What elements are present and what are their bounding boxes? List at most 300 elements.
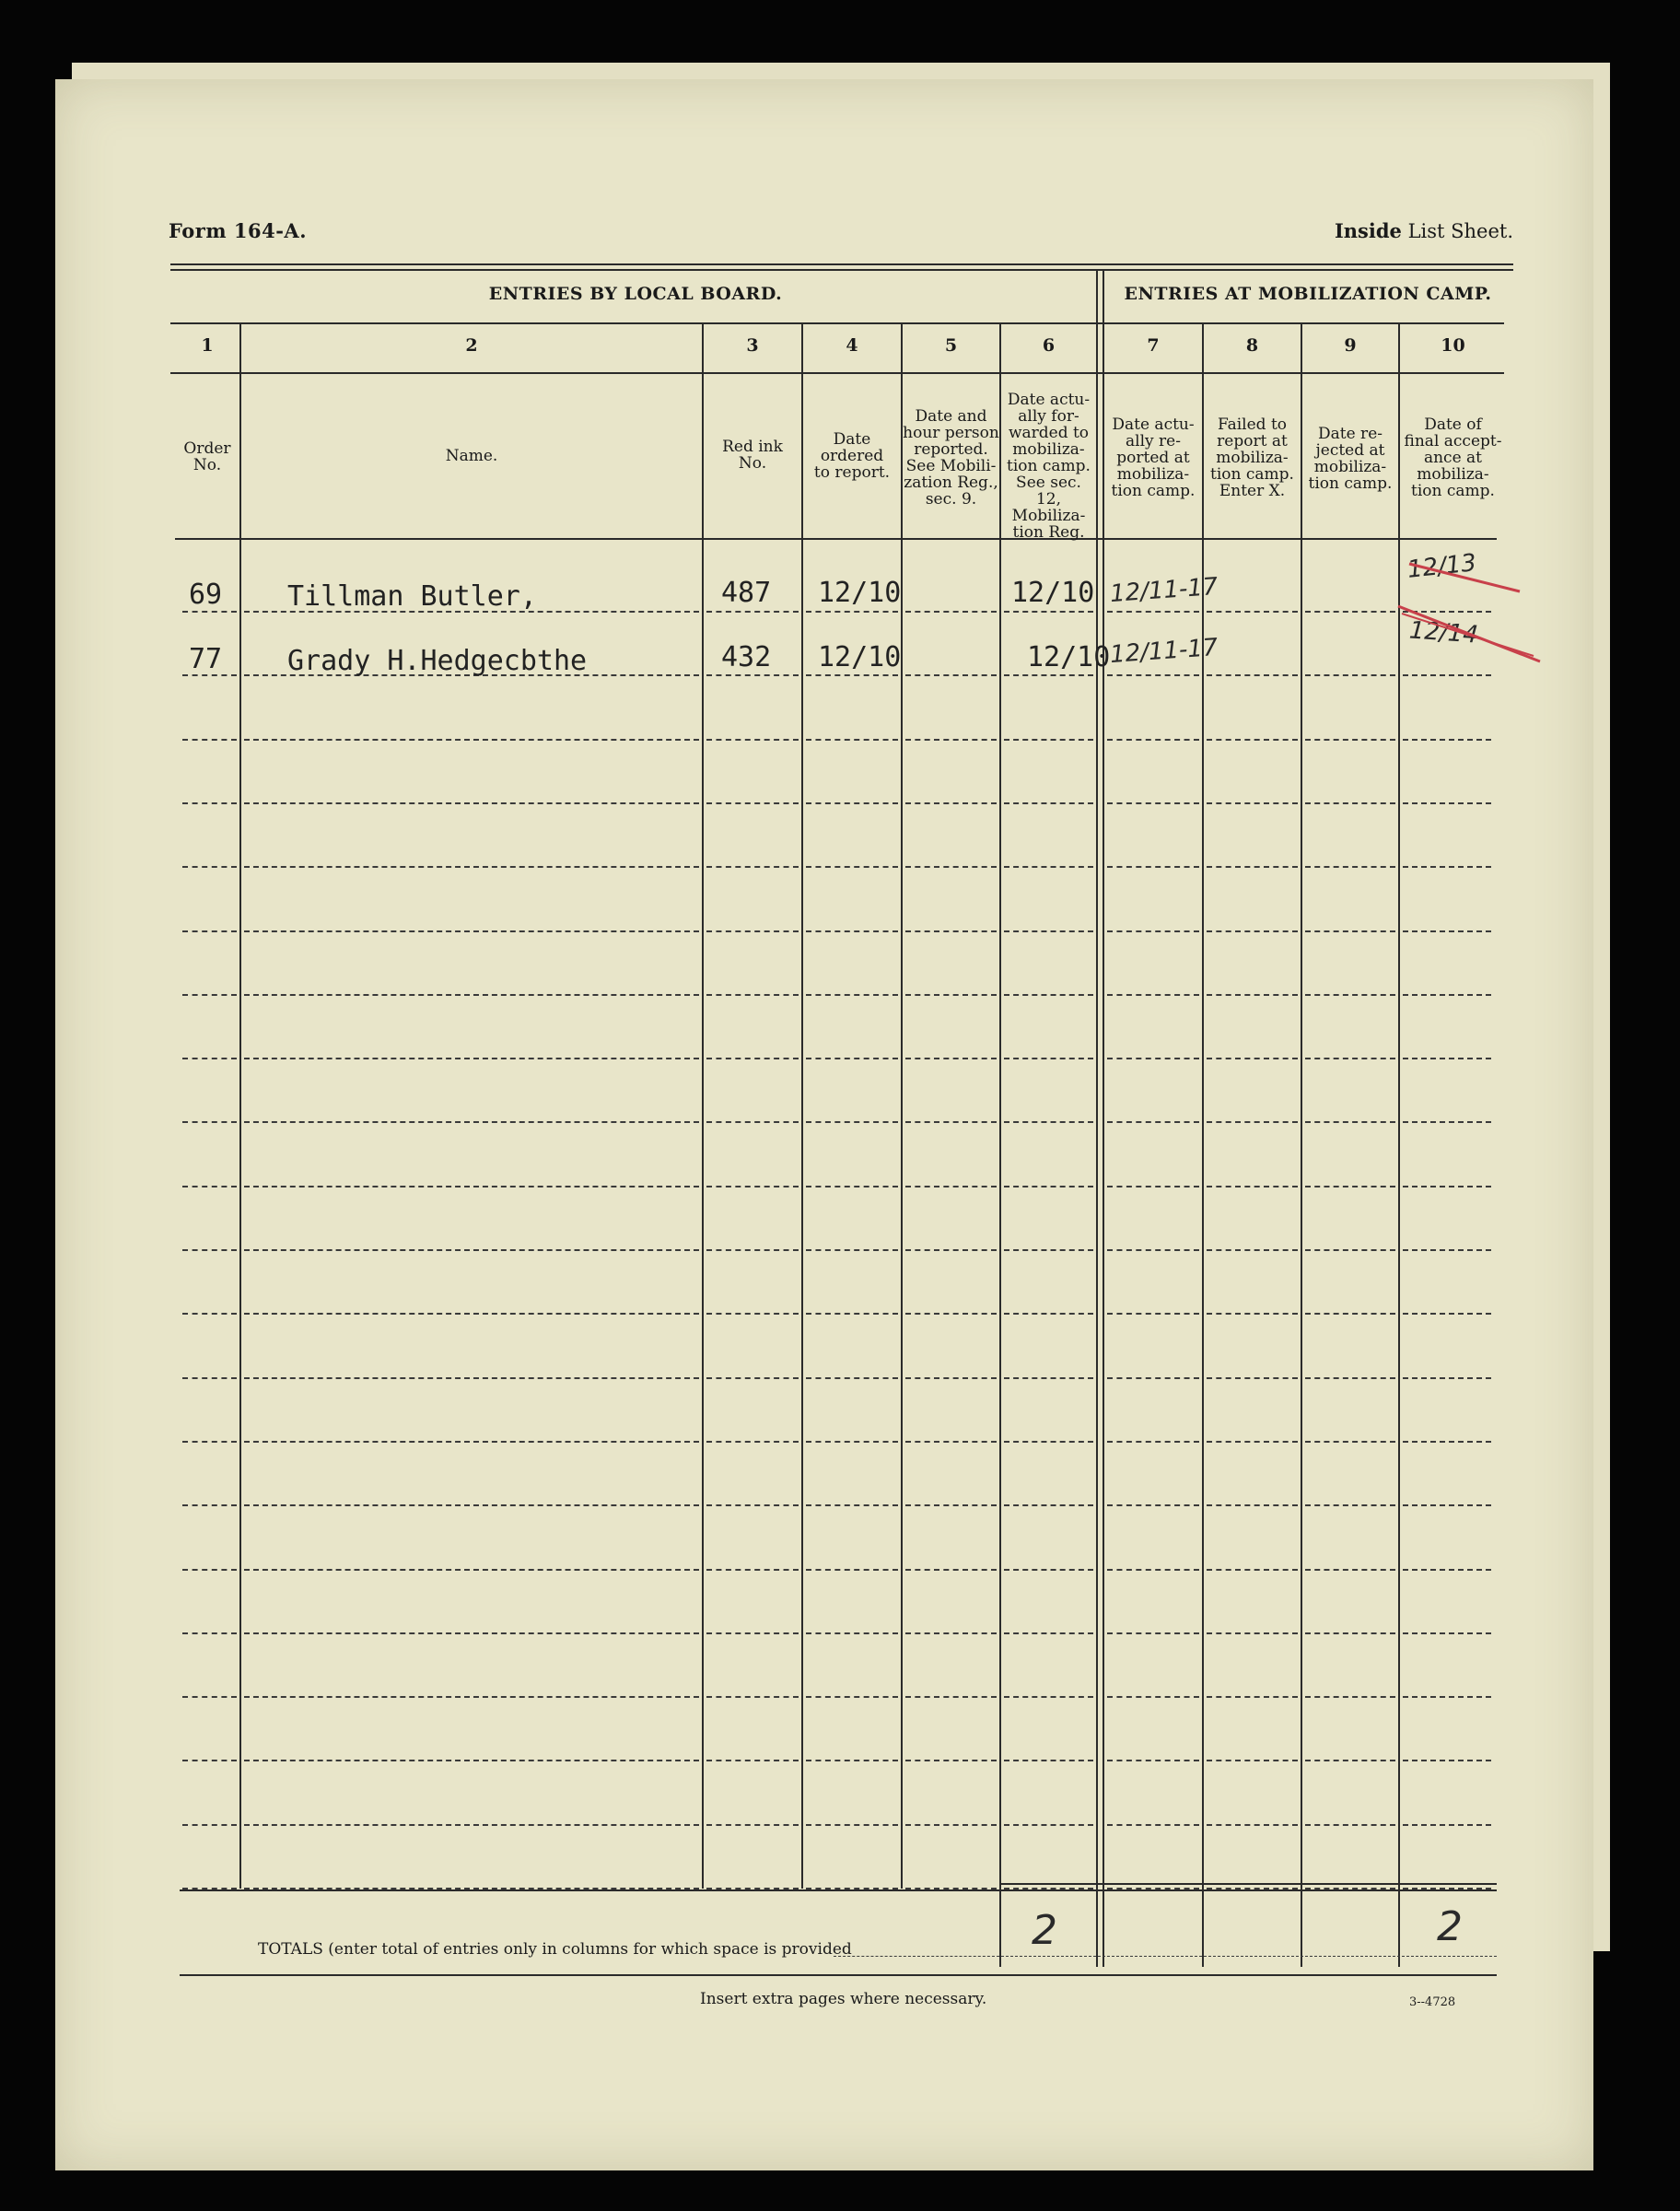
row-rule — [905, 866, 997, 868]
heading-line: warded to — [1008, 424, 1090, 442]
row-rule — [182, 1569, 237, 1571]
row-rule — [244, 1058, 699, 1059]
row-rule — [244, 802, 699, 804]
row-rule — [706, 674, 799, 676]
row-rule — [1107, 866, 1199, 868]
col-number: 2 — [465, 335, 478, 356]
row-rule — [1207, 674, 1298, 676]
red-strike-marks — [1382, 544, 1557, 682]
heading-line: mobiliza- — [1012, 440, 1085, 459]
heading-line: jected at — [1315, 441, 1385, 460]
row-rule — [806, 1504, 898, 1506]
row-rule — [1107, 1760, 1199, 1761]
row-rule — [706, 866, 799, 868]
row-rule — [182, 930, 237, 932]
row-rule — [1207, 1186, 1298, 1187]
row-rule — [1305, 1313, 1395, 1315]
col-heading-failed-to-report — [1204, 416, 1301, 499]
row-rule — [1107, 930, 1199, 932]
totals-label: TOTALS (enter total of entries only in columns for which space is provided — [258, 1940, 852, 1959]
row-rule — [1107, 802, 1199, 804]
heading-line: tion camp. — [1308, 474, 1393, 493]
col-divider — [239, 322, 241, 1889]
row-rule — [244, 1760, 699, 1761]
row-rule — [1207, 611, 1298, 613]
row-rule — [1305, 1632, 1395, 1634]
heading-line: Date of — [1424, 415, 1482, 434]
row-rule — [905, 1313, 997, 1315]
col-number: 7 — [1147, 335, 1160, 356]
heading-line: to report. — [813, 463, 891, 482]
sheet-type — [1335, 219, 1513, 242]
col-heading-final-acceptance — [1400, 416, 1506, 499]
totals-col10: 2 — [1437, 1903, 1463, 1950]
row-rule — [905, 611, 997, 613]
section-divider — [1096, 269, 1098, 1967]
row-rule — [806, 866, 898, 868]
red-strike-line — [1398, 606, 1540, 661]
row-rule — [706, 1058, 799, 1059]
row-rule — [1403, 1441, 1491, 1443]
heading-line: Name. — [445, 447, 498, 465]
row-rule — [1403, 1058, 1491, 1059]
row-rule — [706, 611, 799, 613]
row-rule — [1004, 1696, 1093, 1698]
top-rule — [170, 263, 1513, 265]
row-rule — [1403, 1186, 1491, 1187]
row-rule — [244, 1377, 699, 1379]
row-rule — [1004, 1569, 1093, 1571]
col-number: 10 — [1441, 335, 1465, 356]
form-sheet — [55, 79, 1593, 2170]
row-rule — [1403, 1121, 1491, 1123]
col-number: 4 — [846, 335, 858, 356]
row-rule — [1403, 1377, 1491, 1379]
row-rule — [1305, 1186, 1395, 1187]
row-rule — [182, 1377, 237, 1379]
row-rule — [1004, 611, 1093, 613]
entry-final-acceptance: 12/14 — [1408, 616, 1479, 649]
entry-date-forwarded: 12/10 — [1011, 577, 1095, 609]
row-rule — [706, 994, 799, 996]
row-rule — [1107, 1696, 1199, 1698]
row-rule — [244, 1313, 699, 1315]
heading-line: final accept- — [1404, 432, 1502, 450]
row-rule — [182, 1441, 237, 1443]
row-rule — [244, 1632, 699, 1634]
row-rule — [1403, 1760, 1491, 1761]
heading-line: See sec. 12, — [1016, 474, 1081, 509]
row-rule — [182, 1121, 237, 1123]
totals-top-rule-right-2 — [999, 1889, 1497, 1891]
row-rule — [244, 739, 699, 741]
row-rule — [706, 1186, 799, 1187]
row-rule — [905, 930, 997, 932]
heading-line: report at — [1217, 432, 1288, 450]
col-heading-date-reported-camp — [1104, 416, 1202, 499]
row-rule — [905, 1696, 997, 1698]
col-number: 9 — [1344, 335, 1357, 356]
row-rule — [1207, 1313, 1298, 1315]
row-rule — [1403, 1824, 1491, 1826]
row-rule — [1305, 1504, 1395, 1506]
sheet-type-rest: List Sheet. — [1407, 220, 1513, 242]
row-rule — [1004, 1058, 1093, 1059]
row-rule — [1004, 1760, 1093, 1761]
row-rule — [1107, 611, 1199, 613]
row-rule — [182, 739, 237, 741]
heading-line: tion camp. — [1111, 482, 1196, 500]
row-rule — [806, 1377, 898, 1379]
col-heading-date-rejected — [1302, 426, 1398, 492]
row-rule — [1107, 1121, 1199, 1123]
heading-line: Date actu- — [1112, 415, 1195, 434]
row-rule — [706, 802, 799, 804]
row-rule — [806, 1186, 898, 1187]
row-rule — [1107, 1058, 1199, 1059]
col-divider — [1202, 322, 1204, 1967]
row-rule — [182, 866, 237, 868]
row-rule — [905, 1121, 997, 1123]
row-rule — [905, 1441, 997, 1443]
row-rule — [706, 1249, 799, 1251]
row-rule — [1207, 1569, 1298, 1571]
row-rule — [1107, 1441, 1199, 1443]
row-rule — [244, 1186, 699, 1187]
footer-note: Insert extra pages where necessary. — [700, 1990, 987, 2008]
row-rule — [1403, 739, 1491, 741]
totals-leader — [834, 1956, 999, 1957]
top-rule-2 — [170, 269, 1513, 271]
heading-line: Enter X. — [1219, 482, 1286, 500]
row-rule — [182, 1824, 237, 1826]
col-divider — [702, 322, 704, 1889]
row-rule — [1107, 1569, 1199, 1571]
row-rule — [1403, 1313, 1491, 1315]
row-rule — [1207, 1760, 1298, 1761]
row-rule — [1107, 739, 1199, 741]
row-rule — [1403, 1696, 1491, 1698]
row-rule — [1207, 1824, 1298, 1826]
row-rule — [905, 1249, 997, 1251]
row-rule — [806, 1696, 898, 1698]
row-rule — [1207, 739, 1298, 741]
row-rule — [1305, 1569, 1395, 1571]
row-rule — [706, 930, 799, 932]
row-rule — [1004, 1313, 1093, 1315]
row-rule — [244, 1504, 699, 1506]
row-rule — [1305, 866, 1395, 868]
col-divider — [801, 322, 803, 1889]
totals-top-rule — [180, 1889, 999, 1891]
row-rule — [806, 1569, 898, 1571]
row-rule — [706, 1377, 799, 1379]
row-rule — [905, 1760, 997, 1761]
row-rule — [244, 1441, 699, 1443]
heading-line: mobiliza- — [1216, 449, 1289, 467]
row-rule — [1207, 802, 1298, 804]
heading-rule — [175, 538, 1497, 540]
entry-red-ink-no: 487 — [721, 577, 772, 609]
row-rule — [1403, 802, 1491, 804]
heading-line: No. — [192, 456, 222, 474]
row-rule — [1107, 1186, 1199, 1187]
row-rule — [1107, 674, 1199, 676]
heading-line: mobiliza- — [1417, 465, 1489, 484]
heading-line: Failed to — [1217, 415, 1288, 434]
row-rule — [1403, 866, 1491, 868]
row-rule — [806, 1441, 898, 1443]
row-rule — [905, 1058, 997, 1059]
row-rule — [1004, 1632, 1093, 1634]
totals-bottom-rule — [180, 1974, 1497, 1976]
section-rule — [170, 322, 1504, 324]
row-rule — [706, 1632, 799, 1634]
red-strike-line — [1402, 614, 1534, 656]
row-rule — [1004, 1377, 1093, 1379]
heading-line: Order — [183, 439, 231, 458]
row-rule — [1107, 1249, 1199, 1251]
row-rule — [1107, 1504, 1199, 1506]
print-code: 3--4728 — [1409, 1995, 1456, 2009]
heading-line: ally for- — [1018, 407, 1079, 426]
row-rule — [1207, 1249, 1298, 1251]
row-rule — [1403, 1632, 1491, 1634]
row-rule — [905, 1632, 997, 1634]
heading-line: Date and — [915, 407, 987, 426]
row-rule — [182, 1696, 237, 1698]
row-rule — [1403, 930, 1491, 932]
col-heading-order-no — [175, 440, 239, 474]
row-rule — [905, 1186, 997, 1187]
row-rule — [1004, 1441, 1093, 1443]
col-divider — [999, 322, 1001, 1967]
row-rule — [806, 1313, 898, 1315]
row-rule — [244, 1696, 699, 1698]
row-rule — [706, 1760, 799, 1761]
row-rule — [1207, 1441, 1298, 1443]
row-rule — [182, 1632, 237, 1634]
row-rule — [806, 1632, 898, 1634]
row-rule — [1305, 1441, 1395, 1443]
row-rule — [1004, 1504, 1093, 1506]
section-divider — [1102, 269, 1104, 1967]
row-rule — [1107, 1313, 1199, 1315]
row-rule — [244, 1249, 699, 1251]
col-number: 5 — [944, 335, 958, 356]
row-rule — [905, 1824, 997, 1826]
form-number: Form 164-A. — [169, 219, 308, 242]
row-rule — [1207, 994, 1298, 996]
row-rule — [244, 866, 699, 868]
row-rule — [1207, 1058, 1298, 1059]
row-rule — [706, 1696, 799, 1698]
row-rule — [244, 994, 699, 996]
row-rule — [1403, 1504, 1491, 1506]
row-rule — [905, 674, 997, 676]
col-heading-name — [241, 448, 702, 464]
row-rule — [905, 1377, 997, 1379]
row-rule — [1107, 1824, 1199, 1826]
row-rule — [905, 1569, 997, 1571]
entry-order-no: 77 — [189, 643, 223, 675]
col-number: 3 — [746, 335, 759, 356]
col-divider — [901, 322, 903, 1889]
row-rule — [1403, 1569, 1491, 1571]
heading-line: mobiliza- — [1116, 465, 1190, 484]
row-rule — [182, 611, 237, 613]
heading-line: ally re- — [1126, 432, 1181, 450]
row-rule — [1004, 866, 1093, 868]
row-rule — [1403, 1249, 1491, 1251]
row-rule — [1207, 866, 1298, 868]
heading-line: tion camp. — [1411, 482, 1495, 500]
entry-name: Tillman Butler, — [287, 580, 537, 613]
row-rule — [1305, 739, 1395, 741]
entry-name: Grady H.Hedgecbthe — [287, 645, 588, 677]
row-rule — [1004, 930, 1093, 932]
heading-line: ance at — [1423, 449, 1483, 467]
row-rule — [182, 1249, 237, 1251]
row-rule — [182, 1058, 237, 1059]
row-rule — [1207, 1377, 1298, 1379]
heading-line: Date re- — [1318, 425, 1382, 443]
heading-line: sec. 9. — [925, 490, 977, 509]
row-rule — [1305, 1760, 1395, 1761]
entry-red-ink-no: 432 — [721, 641, 772, 673]
heading-line: Date — [833, 430, 871, 449]
totals-col6: 2 — [1032, 1907, 1057, 1954]
heading-line: No. — [738, 454, 767, 473]
heading-line: Date actu- — [1007, 391, 1091, 409]
row-rule — [1305, 994, 1395, 996]
heading-line: ordered — [820, 447, 884, 465]
row-rule — [706, 1121, 799, 1123]
row-rule — [905, 739, 997, 741]
entry-date-forwarded: 12/10 — [1027, 641, 1111, 673]
totals-entry-line — [1001, 1956, 1497, 1957]
col-heading-date-ordered — [803, 431, 901, 481]
col-heading-date-forwarded — [1001, 392, 1096, 541]
section-local-board: ENTRIES BY LOCAL BOARD. — [488, 284, 783, 304]
col-number: 1 — [201, 335, 214, 356]
row-rule — [1107, 1632, 1199, 1634]
row-rule — [806, 1249, 898, 1251]
row-rule — [1004, 1186, 1093, 1187]
row-rule — [182, 1313, 237, 1315]
row-rule — [182, 994, 237, 996]
row-rule — [706, 739, 799, 741]
row-rule — [806, 611, 898, 613]
heading-line: mobiliza- — [1313, 458, 1387, 476]
row-rule — [1004, 1824, 1093, 1826]
row-rule — [1305, 1058, 1395, 1059]
entry-date-ordered: 12/10 — [818, 641, 902, 673]
totals-top-rule-right — [999, 1883, 1497, 1885]
row-rule — [806, 1824, 898, 1826]
row-rule — [244, 1824, 699, 1826]
number-rule — [170, 372, 1504, 374]
row-rule — [806, 739, 898, 741]
row-rule — [806, 1760, 898, 1761]
row-rule — [182, 1760, 237, 1761]
row-rule — [1004, 739, 1093, 741]
section-mobilization-camp: ENTRIES AT MOBILIZATION CAMP. — [1124, 284, 1492, 304]
row-rule — [1305, 1377, 1395, 1379]
heading-line: See Mobili- — [905, 457, 997, 475]
entry-order-no: 69 — [189, 579, 223, 611]
heading-line: hour person — [903, 424, 999, 442]
row-rule — [806, 1058, 898, 1059]
heading-line: ported at — [1116, 449, 1190, 467]
row-rule — [706, 1441, 799, 1443]
row-rule — [1004, 1121, 1093, 1123]
heading-line: Red ink — [722, 438, 783, 456]
heading-line: tion camp. — [1210, 465, 1294, 484]
red-strike-line — [1409, 564, 1520, 591]
row-rule — [1207, 1632, 1298, 1634]
row-rule — [1207, 930, 1298, 932]
row-rule — [905, 1504, 997, 1506]
entry-date-reported-camp: 12/11-17 — [1109, 572, 1219, 609]
col-divider — [1301, 322, 1302, 1967]
heading-line: Mobiliza- — [1011, 507, 1086, 525]
heading-line: zation Reg., — [904, 474, 998, 492]
row-rule — [1207, 1696, 1298, 1698]
row-rule — [806, 674, 898, 676]
row-rule — [244, 1121, 699, 1123]
row-rule — [1207, 1504, 1298, 1506]
heading-line: reported. — [914, 440, 988, 459]
row-rule — [1004, 802, 1093, 804]
entry-date-reported-camp: 12/11-17 — [1109, 633, 1219, 670]
row-rule — [244, 1569, 699, 1571]
row-rule — [1403, 994, 1491, 996]
row-rule — [706, 1504, 799, 1506]
row-rule — [905, 802, 997, 804]
row-rule — [1207, 1121, 1298, 1123]
row-rule — [1305, 1121, 1395, 1123]
col-heading-date-reported — [903, 408, 999, 508]
row-rule — [706, 1824, 799, 1826]
row-rule — [244, 930, 699, 932]
row-rule — [1004, 1249, 1093, 1251]
row-rule — [905, 994, 997, 996]
sheet-type-bold: Inside — [1334, 219, 1402, 242]
row-rule — [1107, 1377, 1199, 1379]
row-rule — [1305, 1249, 1395, 1251]
row-rule — [182, 1186, 237, 1187]
row-rule — [182, 802, 237, 804]
row-rule — [1004, 994, 1093, 996]
row-rule — [806, 1121, 898, 1123]
row-rule — [806, 994, 898, 996]
col-heading-red-ink-no — [704, 439, 801, 472]
row-rule — [806, 802, 898, 804]
row-rule — [1305, 1824, 1395, 1826]
row-rule — [706, 1569, 799, 1571]
entry-date-ordered: 12/10 — [818, 577, 902, 609]
row-rule — [1305, 1696, 1395, 1698]
row-rule — [182, 1504, 237, 1506]
entry-final-acceptance: 12/13 — [1406, 549, 1478, 584]
heading-line: tion camp. — [1007, 457, 1091, 475]
row-rule — [806, 930, 898, 932]
row-rule — [1004, 674, 1093, 676]
row-rule — [1107, 994, 1199, 996]
col-number: 6 — [1042, 335, 1056, 356]
row-rule — [1305, 930, 1395, 932]
